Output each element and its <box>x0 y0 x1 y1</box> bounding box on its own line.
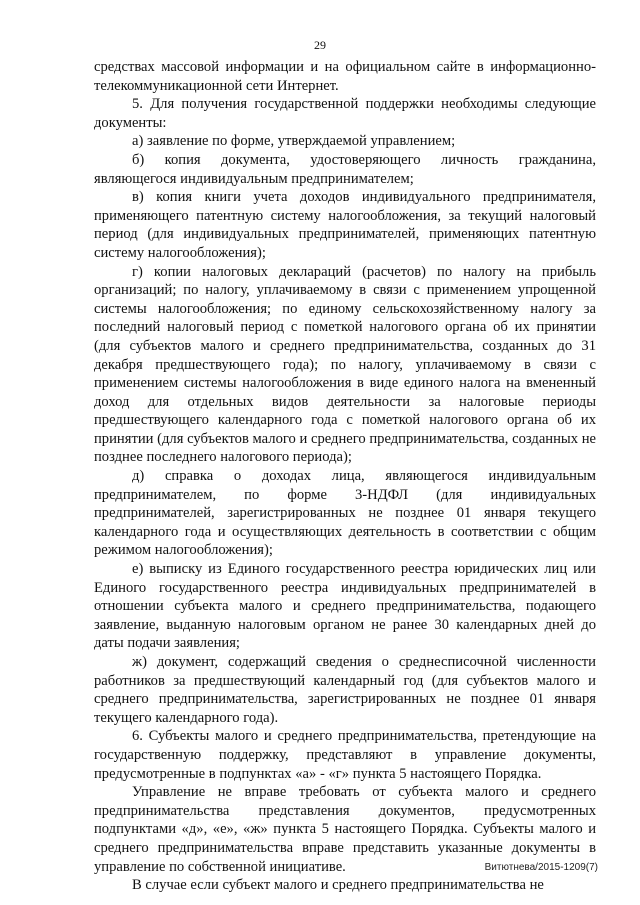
document-footer-code: Витютнева/2015-1209(7) <box>484 862 598 873</box>
paragraph-subitem-d: д) справка о доходах лица, являющегося индивидуальным предпринимателем, по форме 3-НДФЛ (для индивидуальных предпринимателей, зарегистрированных не позднее 01 января текущего календарного года и осуществляющих деятельность в соответствии с общим режимом налогообложения); <box>94 468 596 559</box>
paragraph-case-fragment: В случае если субъект малого и среднего предпринимательства не <box>132 877 544 894</box>
paragraph-subitem-v: в) копия книги учета доходов индивидуального предпринимателя, применяющего патентную систему налогообложения, за текущий налоговый период (для индивидуальных предпринимателей, применяющих патентную систему налогообложения); <box>94 189 596 261</box>
paragraph-item-5: 5. Для получения государственной поддержки необходимы следующие документы: <box>94 96 596 131</box>
paragraph-subitem-a: а) заявление по форме, утверждаемой управлением; <box>132 133 456 150</box>
paragraph-subitem-g: г) копии налоговых деклараций (расчетов) по налогу на прибыль организаций; по налогу, уплачиваемому в связи с применением упрощенной системы налогообложения; по единому сельскохозяйственному налогу за последний налоговый период с пометкой налогового органа об их принятии (для субъектов малого и среднего предпринимательства, созданных до 31 декабря предшествующего года); по налогу, уплачиваемому в связи с применением системы налогообложения в виде единого налога на вмененный доход для отдельных видов деятельности за налоговые периоды предшествующего календарного года с пометкой налогового органа об их принятии (для субъектов малого и среднего предпринимательства, созданных не позднее последнего налогового периода); <box>94 263 596 466</box>
paragraph-subitem-e: е) выписку из Единого государственного реестра юридических лиц или Единого государственного реестра индивидуальных предпринимателей в отношении субъекта малого и среднего предпринимательства, подающего заявление, выданную налоговым органом не ранее 30 календарных дней до даты подачи заявления; <box>94 561 596 652</box>
paragraph-subitem-b: б) копия документа, удостоверяющего личность гражданина, являющегося индивидуальным предпринимателем; <box>94 151 596 187</box>
paragraph-continuation: средствах массовой информации и на официальном сайте в информационно-телекоммуникационной сети Интернет. <box>94 59 596 94</box>
paragraph-item-6: 6. Субъекты малого и среднего предпринимательства, претендующие на государственную поддержку, представляют в управление документы, предусмотренные в подпунктах «а» - «г» пункта 5 настоящего Порядка. <box>94 728 596 782</box>
page-number: 29 <box>314 38 326 52</box>
paragraph-management-restriction: Управление не вправе требовать от субъекта малого и среднего предпринимательства представления документов, предусмотренных подпунктами «д», «е», «ж» пункта 5 настоящего Порядка. Субъекты малого и среднего предпринимательства вправе представить указанные документы в управление по собственной инициативе. <box>94 784 596 875</box>
paragraph-subitem-zh: ж) документ, содержащий сведения о среднесписочной численности работников за предшествующий календарный год (для субъектов малого и среднего предпринимательства, зарегистрированных не позднее 01 января текущего календарного года). <box>94 654 596 726</box>
document-body <box>94 58 596 895</box>
